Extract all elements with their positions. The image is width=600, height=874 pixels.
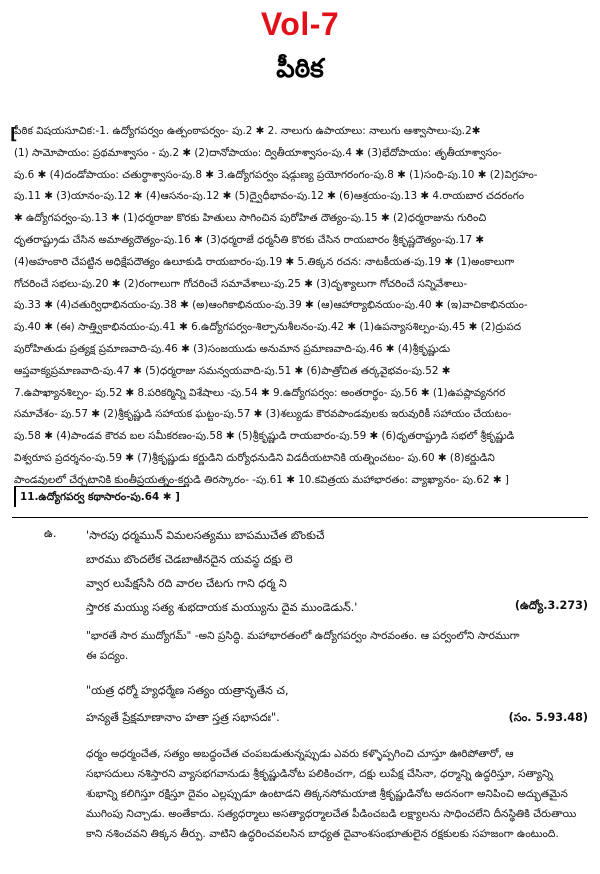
toc-last-entry: 11.ఉద్యోగపర్వ కథాసారం-పు.64 ✱ ] [14,486,186,507]
paragraph-line: ఈ పద్యం. [86,650,129,662]
toc-line: పు.40 ✱ (ఈ) సాత్త్వికాభినయం-పు.41 ✱ 6.ఉద్యోగపర్వం-శిల్పానుశీలనం-పు.42 ✱ (1)ఉపన్యాసశిల్పం-పు.45 ✱ (2)ద్రుపద [14,321,522,334]
toc-line: పు.58 ✱ (4)పాండవ కౌరవ బల సమీకరణం-పు.58 ✱ (5)శ్రీకృష్ణుడి రాయబారం-పు.59 ✱ (6)ధృతరాష్ట్రుడి సభలో శ్రీకృష్ణుడి [14,430,515,443]
toc-line: (1) సామోపాయం: ప్రథమాశ్వాసం - పు.2 ✱ (2)దానోపాయం: ద్వితీయాశ్వాసం-పు.4 ✱ (3)భేదోపాయం: తృతీయాశ్వాసం- [14,146,502,159]
page-heading: పీఠిక [276,54,324,84]
toc-line: పు.33 ✱ (4)చతుర్విధాభినయం-పు.38 ✱ (అ)ఆంగికాభినయం-పు.39 ✱ (ఆ)ఆహార్యాభినయం-పు.40 ✱ (ఇ)వాచికాభినయం- [14,299,528,312]
toc-line: పీఠిక విషయసూచిక:-1. ఉద్యోగపర్వం ఉత్పంఠాపర్వం- పు.2 ✱ 2. నాలుగు ఉపాయాలు: నాలుగు ఆశ్వాసాలు-పు.2✱ [14,125,481,137]
paragraph-line: ముగింపు నిచ్చాడు. అంతేకాదు. సత్యధర్మాలు అసత్యాధర్మాలచేత పీడించబడి లక్ష్యాలను సాధించలేని దీనస్థితికి చేరుతాయి [86,808,577,820]
paragraph-line: ధర్మం అధర్మంచేత, సత్యం అబద్ధంచేత చంపబడుతున్నప్పుడు ఎవరు కళ్ళొప్పగించి చూస్తూ ఊరిపోతారో, ఆ [86,748,514,760]
paragraph-line: "భారతే సార ముద్యోగమ్" -అని ప్రసిద్ధి. మహాభారతంలో ఉద్యోగపర్వం సారవంతం. ఆ పర్వంలోని సారముగా [86,630,520,642]
poem-reference: (ఉద్యో.3.273) [514,599,588,612]
table-of-contents [10,121,592,492]
toc-line: ఆప్తవాక్యప్రమాణవాది-పు.47 ✱ (5)ధర్మరాజు సమన్వయవాది-పు.51 ✱ (6)పాత్రోచిత తర్కవైభవం-పు.52 ✱ [14,364,451,377]
shloka-reference: (సం. 5.93.48) [508,711,588,724]
toc-line: సమావేశం- పు.57 ✱ (2)శ్రీకృష్ణుడి సహాయక ఘట్టం-పు.57 ✱ (3)శల్యుడు కౌరవపాండవులకు ఇరువురికీ సహాయం చేయటం- [14,408,512,421]
poem-line: వ్వార లుపేక్షసేసి రది వారల చేటగు గాని ధర్మ ని [86,577,287,590]
toc-line: పురోహితుడు ప్రత్యక్ష ప్రమాణవాది-పు.46 ✱ (3)సంజయుడు అనుమాన ప్రమాణవాది-పు.46 ✱ (4)శ్రీకృష్ణుడు [14,342,451,355]
poem-line: 'సారపు ధర్మమున్ విమలసత్యము బాపముచేత బొంకుచే [86,529,325,542]
toc-line: 7.ఉపాఖ్యానశిల్పం- పు.52 ✱ 8.పరికర్మిన్ని విశేషాలు -పు.54 ✱ 9.ఉద్యోగపర్వం: అంతరార్థం- పు.56 ✱ (1)ఉపప్లావ్యనగర [14,386,506,399]
shloka-line: "యత్ర ధర్మో హ్యధర్మేణ సత్యం యత్రానృతేన చ, [86,684,289,697]
poem-meter-marker: ఉ. [44,527,57,540]
volume-label: Vol-7 [260,6,340,42]
poem-line: స్తారక మయ్యు సత్య శుభదాయక మయ్యును దైవ ముండెడున్.' [86,601,358,614]
toc-line: పు.11 ✱ (3)యానం-పు.12 ✱ (4)ఆసనం-పు.12 ✱ (5)ద్వైధీభావం-పు.12 ✱ (6)ఆశ్రయం-పు.13 ✱ 4.రాయబార చదరంగం [14,190,525,203]
toc-line: ధృతరాష్ట్రుడు చేసిన అమాత్యదౌత్యం-పు.16 ✱ (3)ధర్మరాజే ధర్మనీతి కొరకు చేసిన రాయబారం శ్రీకృష్ణదౌత్యం-పు.17 ✱ [14,233,485,246]
paragraph-line: కాని నశించవని తిక్కన తీర్పు. వాటిని ఉద్ధరించవలసిన బాధ్యత దైవాంశసంభూతులైన రక్షకులకు సహజంగా ఉంటుంది. [86,828,559,840]
shloka-line: హన్యతే ప్రేక్షమాణానాం హతా స్తత్ర సభాసదః". [86,711,280,724]
body-paragraph [86,744,598,844]
toc-line: గోచరించే సభలు-పు.20 ✱ (2)రంగాలుగా గోచరించే సమావేశాలు-పు.25 ✱ (3)దృశ్యాలుగా గోచరించే సన్నివేశాలు- [14,277,468,290]
toc-line: (4)అహంకారి చేపట్టిన అధిక్షేపదౌత్యం ఉలూకుడి రాయబారం-పు.19 ✱ 5.తిక్కన రచన: నాటకీయత-పు.19 ✱ (1)అంకాలుగా [14,255,515,268]
toc-line: పాండవులలో చేర్చటానికి కుంతీప్రయత్నం-కర్ణుడి తిరస్కారం- -పు.61 ✱ 10.కవిత్రయ మహాభారతం: వ్యాఖ్యానం- పు.62 ✱ ] [14,473,509,486]
paragraph-line: శుభాన్ని కలిగిస్తూ రక్షిస్తూ దైవం ఎల్లప్పుడూ ఉంటాడని తిక్కనసోమయాజి శ్రీకృష్ణుడినోట అదనంగా అనిపించి అద్భుతమైన [86,788,568,800]
section-divider [12,517,588,518]
toc-line: విశ్వరూప ప్రదర్శనం-పు.59 ✱ (7)శ్రీకృష్ణుడు కర్ణుడిని దుర్యోధనుడిని విడదీయటానికి యత్నించటం- పు.60 ✱ (8)కర్ణుడిని [14,451,495,464]
toc-line: ✱ ఉద్యోగపర్వం-పు.13 ✱ (1)ధర్మరాజు కొరకు హితులు సాగించిన పురోహిత దౌత్యం-పు.15 ✱ (2)ధర్మరాజును గురించి [14,212,487,225]
paragraph-line: సభాసదులు నశిస్తారని వ్యాసభగవానుడు శ్రీకృష్ణుడినోట పలికించగా, దక్షు లుపేక్ష చేసినా, ధర్మాన్ని ఉద్ధరిస్తూ, సత్యాన్ని [86,768,554,780]
intro-paragraph [86,626,596,666]
toc-bracket: [ [10,124,18,143]
poem-line: బారము బొందలేక చెడబాఱినదైన యవస్థ దక్షు లె [86,553,293,566]
toc-line: పు.6 ✱ (4)దండోపాయం: చతుర్థాశ్వాసం-పు.8 ✱ 3.ఉద్యోగపర్వం షడ్గుణ్య ప్రయోగరంగం-పు.8 ✱ (1)సంధి-పు.10 ✱ (2)విగ్రహం- [14,168,538,181]
